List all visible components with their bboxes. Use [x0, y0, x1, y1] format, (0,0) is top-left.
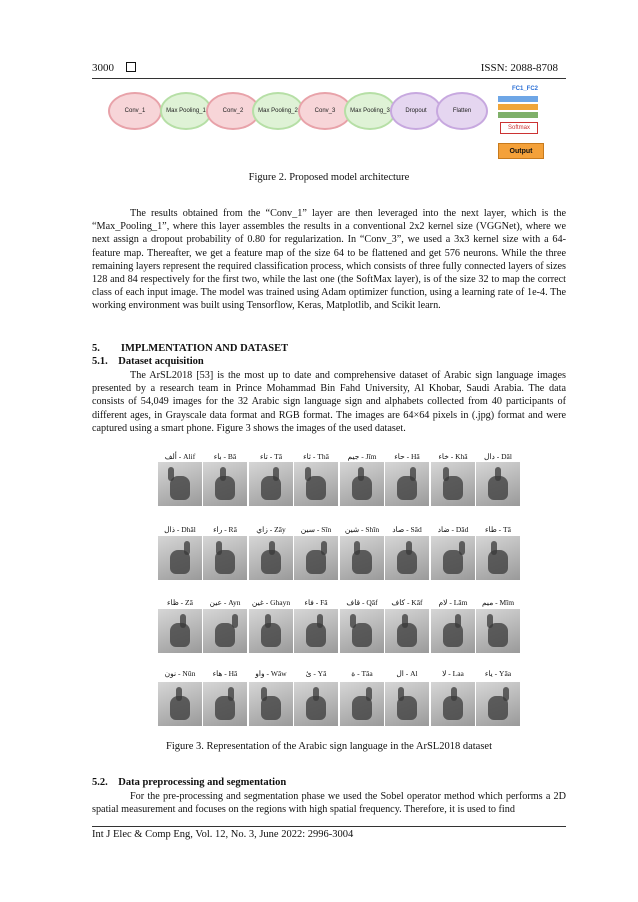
finger-shape [402, 614, 408, 628]
finger-shape [503, 687, 509, 701]
output-box: Output [498, 143, 544, 159]
sign-label: نون - Nūn [164, 669, 196, 678]
finger-shape [366, 687, 372, 701]
node-conv-1: Conv_1 [108, 92, 162, 130]
footer-text: Int J Elec & Comp Eng, Vol. 12, No. 3, June 2022: 2996-3004 [92, 829, 354, 840]
issn: ISSN: 2088-8708 [480, 62, 558, 74]
finger-shape [180, 614, 186, 628]
finger-shape [228, 687, 234, 701]
node-maxpool-3: Max Pooling_3 [344, 92, 396, 130]
figure3-caption: Figure 3. Representation of the Arabic sign language in the ArSL2018 dataset [165, 741, 492, 752]
sign-photo [294, 609, 338, 653]
sign-label: ة - Tāa [351, 669, 373, 678]
node-maxpool-2: Max Pooling_2 [252, 92, 304, 130]
sign-label: ضاد - Dād [437, 525, 469, 534]
finger-shape [358, 467, 364, 481]
sign-label: طاء - Tā [485, 525, 511, 534]
sign-label: جيم - Jīm [347, 452, 377, 461]
sign-photo [203, 609, 247, 653]
sign-photo [431, 462, 475, 506]
sign-label: زاي - Zāy [256, 525, 286, 534]
sign-label: باء - Bā [213, 452, 237, 461]
finger-shape [176, 687, 182, 701]
sign-label: كاف - Kāf [391, 598, 423, 607]
finger-shape [317, 614, 323, 628]
sign-photo [249, 609, 293, 653]
finger-shape [350, 614, 356, 628]
finger-shape [261, 687, 267, 701]
sign-label: ياء - Yāa [484, 669, 512, 678]
sign-photo [158, 462, 202, 506]
sign-label: فاء - Fā [304, 598, 328, 607]
finger-shape [220, 467, 226, 481]
sign-label: دال - Dāl [484, 452, 512, 461]
sign-photo [476, 536, 520, 580]
sign-label: راء - Rā [213, 525, 237, 534]
finger-shape [273, 467, 279, 481]
sign-photo [385, 536, 429, 580]
sign-photo [294, 536, 338, 580]
sign-label: ئ - Yā [305, 669, 327, 678]
sign-photo [431, 609, 475, 653]
sign-photo [249, 682, 293, 726]
paragraph-preprocessing: For the pre-processing and segmentation phase we used the Sobel operator method which performs a 2D spatial measurement and focuses on the regions with high spatial frequency. Therefore, it is used to find [92, 791, 566, 816]
sign-label: حاء - Hā [394, 452, 420, 461]
finger-shape [321, 541, 327, 555]
sign-photo [203, 536, 247, 580]
finger-shape [495, 467, 501, 481]
node-maxpool-1: Max Pooling_1 [160, 92, 212, 130]
node-conv-3: Conv_3 [298, 92, 352, 130]
finger-shape [184, 541, 190, 555]
sign-photo [203, 682, 247, 726]
finger-shape [491, 541, 497, 555]
paragraph-architecture: The results obtained from the “Conv_1” layer are then leveraged into the next layer, which is the “Max_Pooling_1”, where this layer assembles the results in a conventional 2x2 kernel size (VGGNet), where we next assign a dropout probability of 0.80 for regularization. In “Conv_3”, we used a 3x3 kernel size with a 64-feature map. Thereafter, we get a feature map of the size 64 to be flattened and get 576 neurons. While the three remaining layers represent the required classification process, which consists of three fully connected layers of sizes 128 and 84 respectively for the first two, while the last one (the SoftMax layer), is of the size 32 to map the correct class of each input image. The model was trained using Adam optimizer function, using a learning rate of 1e-4. The working environment was built using Tensorflow, Keras, Matplotlib, and Scikit learn. [92, 208, 566, 312]
sign-label: تاء - Tā [259, 452, 283, 461]
finger-shape [168, 467, 174, 481]
sign-label: قاف - Qāf [346, 598, 378, 607]
hand-shape [261, 623, 281, 647]
sign-label: هاء - Hā [212, 669, 238, 678]
sign-photo [340, 536, 384, 580]
sign-label: شين - Shīn [344, 525, 380, 534]
sign-label: سين - Sīn [300, 525, 332, 534]
finger-shape [398, 687, 404, 701]
footer-rule [92, 826, 566, 827]
node-conv-2: Conv_2 [206, 92, 260, 130]
sign-photo [431, 682, 475, 726]
page-number: 3000 [92, 62, 136, 74]
sign-photo [385, 609, 429, 653]
sign-photo [385, 462, 429, 506]
section51-title: 5.1. Dataset acquisition [92, 356, 204, 367]
finger-shape [406, 541, 412, 555]
sign-label: لا - Laa [442, 669, 464, 678]
finger-shape [354, 541, 360, 555]
sign-photo [385, 682, 429, 726]
sign-label: ميم - Mīm [481, 598, 515, 607]
node-flatten: Flatten [436, 92, 488, 130]
finger-shape [459, 541, 465, 555]
sign-label: ثاء - Thā [303, 452, 329, 461]
fc-label: FC1_FC2 [511, 86, 538, 92]
softmax-label: Softmax [500, 122, 538, 134]
finger-shape [410, 467, 416, 481]
finger-shape [487, 614, 493, 628]
finger-shape [455, 614, 461, 628]
sign-photo [476, 609, 520, 653]
sign-photo [294, 682, 338, 726]
finger-shape [232, 614, 238, 628]
finger-shape [269, 541, 275, 555]
sign-photo [340, 462, 384, 506]
sign-photo [249, 462, 293, 506]
sign-photo [158, 609, 202, 653]
sign-photo [203, 462, 247, 506]
section52-title: 5.2. Data preprocessing and segmentation [92, 777, 287, 788]
section5-title: 5. IMPLMENTATION AND DATASET [92, 343, 289, 354]
finger-shape [443, 467, 449, 481]
figure2-caption: Figure 2. Proposed model architecture [248, 172, 410, 183]
finger-shape [451, 687, 457, 701]
sign-photo [158, 682, 202, 726]
sign-label: واو - Wāw [255, 669, 287, 678]
finger-shape [216, 541, 222, 555]
sign-label: ال - Al [396, 669, 418, 678]
sign-label: صاد - Sād [392, 525, 422, 534]
sign-photo [476, 462, 520, 506]
sign-photo [294, 462, 338, 506]
sign-photo [340, 682, 384, 726]
sign-label: ذال - Dhāl [164, 525, 196, 534]
sign-label: عين - Ayn [209, 598, 241, 607]
finger-shape [265, 614, 271, 628]
sign-label: لام - Lām [438, 598, 468, 607]
sign-label: ظاء - Zā [167, 598, 193, 607]
sign-label: غين - Ghayn [251, 598, 291, 607]
sign-label: ألف - Alif [164, 452, 196, 461]
hand-shape [306, 623, 326, 647]
sign-photo [476, 682, 520, 726]
finger-shape [313, 687, 319, 701]
finger-shape [305, 467, 311, 481]
paragraph-dataset: The ArSL2018 [53] is the most up to date and comprehensive dataset of Arabic sign language images presented by a research team in Prince Mohammad Bin Fahd University, Al Khobar, Saudi Arabia. The data consists of 54,049 images for the 32 Arabic sign language sign and alphabets collected from 40 participants of different ages, in Grayscale data format and RGB format. The images are 64×64 pixels in (.jpg) format and were captured using a smart phone. Figure 3 shows the images of the used dataset. [92, 370, 566, 434]
sign-photo [249, 536, 293, 580]
sign-photo [158, 536, 202, 580]
sign-label: خاء - Khā [438, 452, 468, 461]
node-dropout: Dropout [390, 92, 442, 130]
sign-photo [340, 609, 384, 653]
sign-photo [431, 536, 475, 580]
